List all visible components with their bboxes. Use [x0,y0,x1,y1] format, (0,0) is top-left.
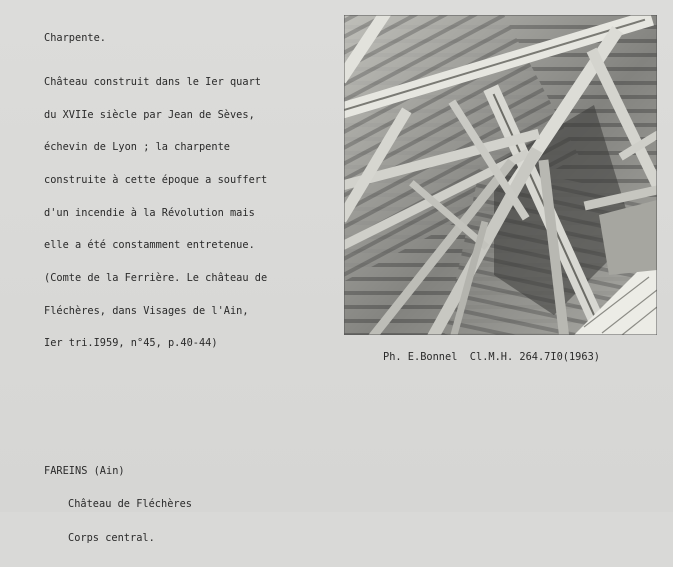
card-heading: Charpente. [44,32,106,44]
description-block [44,55,267,371]
location-block [44,444,192,567]
description-line: Ier tri.I959, n°45, p.40-44) [44,337,218,350]
description-line: Château construit dans le Ier quart [44,75,261,88]
location-town: FAREINS (Ain) [44,464,125,477]
location-building: Château de Fléchères [68,498,192,511]
location-part: Corps central. [68,532,155,545]
description-line: d'un incendie à la Révolution mais [44,206,255,219]
description-line: elle a été constamment entretenue. [44,239,255,252]
roof-framework-photo [344,15,657,335]
description-line: (Comte de la Ferrière. Le château de [44,272,268,285]
description-line: échevin de Lyon ; la charpente [44,141,230,154]
description-line: construite à cette époque a souffert [44,173,268,186]
photo-credit: Ph. E.Bonnel Cl.M.H. 264.7I0(1963) [383,351,600,363]
description-line: Fléchères, dans Visages de l'Ain, [44,304,249,317]
description-line: du XVIIe siècle par Jean de Sèves, [44,108,255,121]
